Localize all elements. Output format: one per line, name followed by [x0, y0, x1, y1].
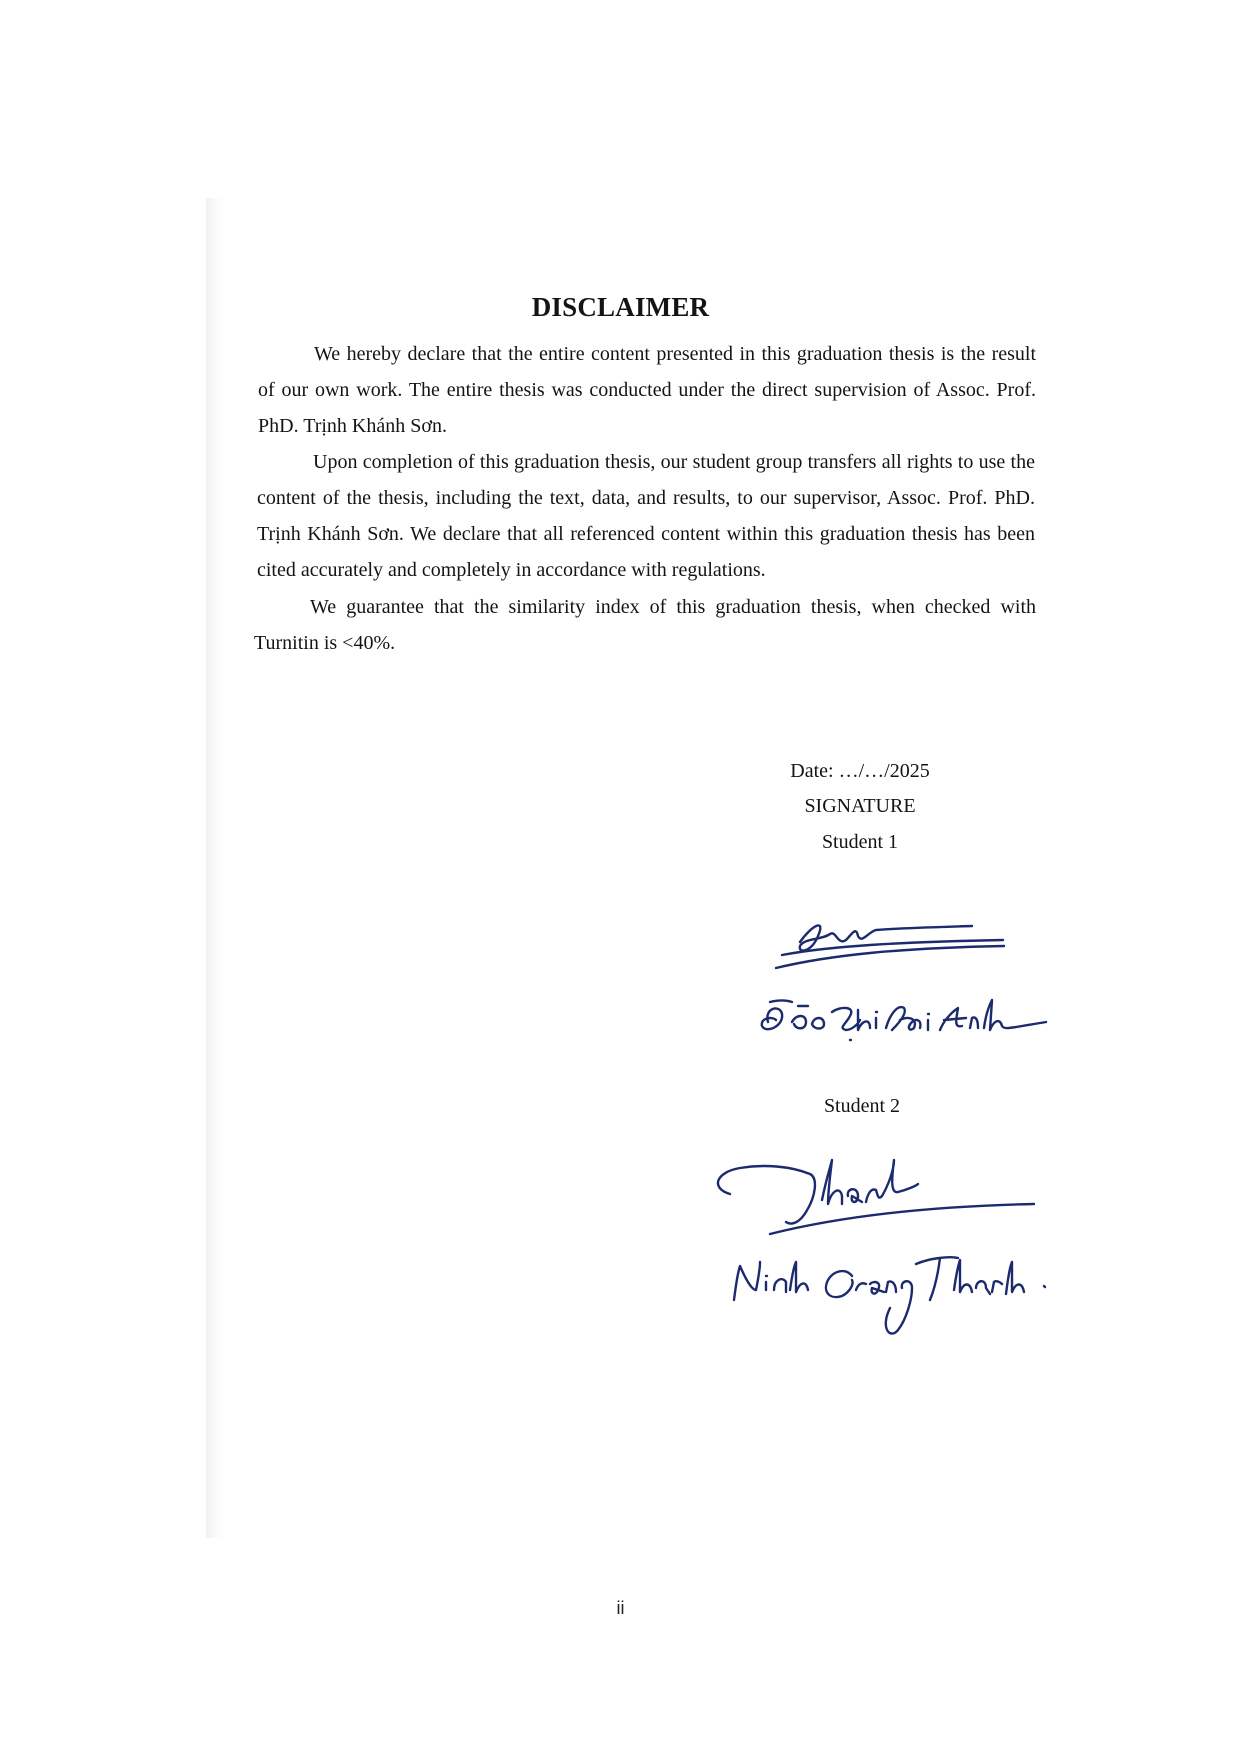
student-2-label: Student 2	[823, 1095, 901, 1117]
paragraph-3	[254, 589, 1036, 661]
paragraph-2	[257, 444, 1035, 588]
page-number: ii	[616, 1598, 625, 1618]
page-title: DISCLAIMER	[531, 292, 710, 322]
date-line: Date: …/…/2025	[790, 760, 930, 782]
paragraph-1-text: We hereby declare that the entire content presented in this graduation thesis is the result of our own work. The entire thesis was conducted under the direct supervision of Assoc. Prof. PhD. Trịnh Khánh Sơn.	[258, 343, 1036, 437]
student-2-signature	[718, 1160, 1034, 1234]
scan-edge-shadow	[206, 198, 224, 1538]
paragraph-1	[258, 336, 1036, 444]
paragraph-3-text: We guarantee that the similarity index of this graduation thesis, when checked with Turnitin is <40%.	[254, 596, 1036, 654]
student-1-signature	[776, 925, 1004, 968]
student-2-handwritten-name	[734, 1257, 1045, 1333]
student-1-label: Student 1	[821, 831, 899, 853]
student-1-handwritten-name	[762, 1000, 1046, 1040]
paragraph-2-text: Upon completion of this graduation thesis, our student group transfers all rights to use the content of the thesis, including the text, data, and results, to our supervisor, Assoc. Prof. PhD. Trịnh Khánh Sơn. We declare that all referenced content within this graduation thesis has been cited accurately and completely in accordance with regulations.	[257, 451, 1035, 581]
signature-label: SIGNATURE	[804, 795, 916, 817]
